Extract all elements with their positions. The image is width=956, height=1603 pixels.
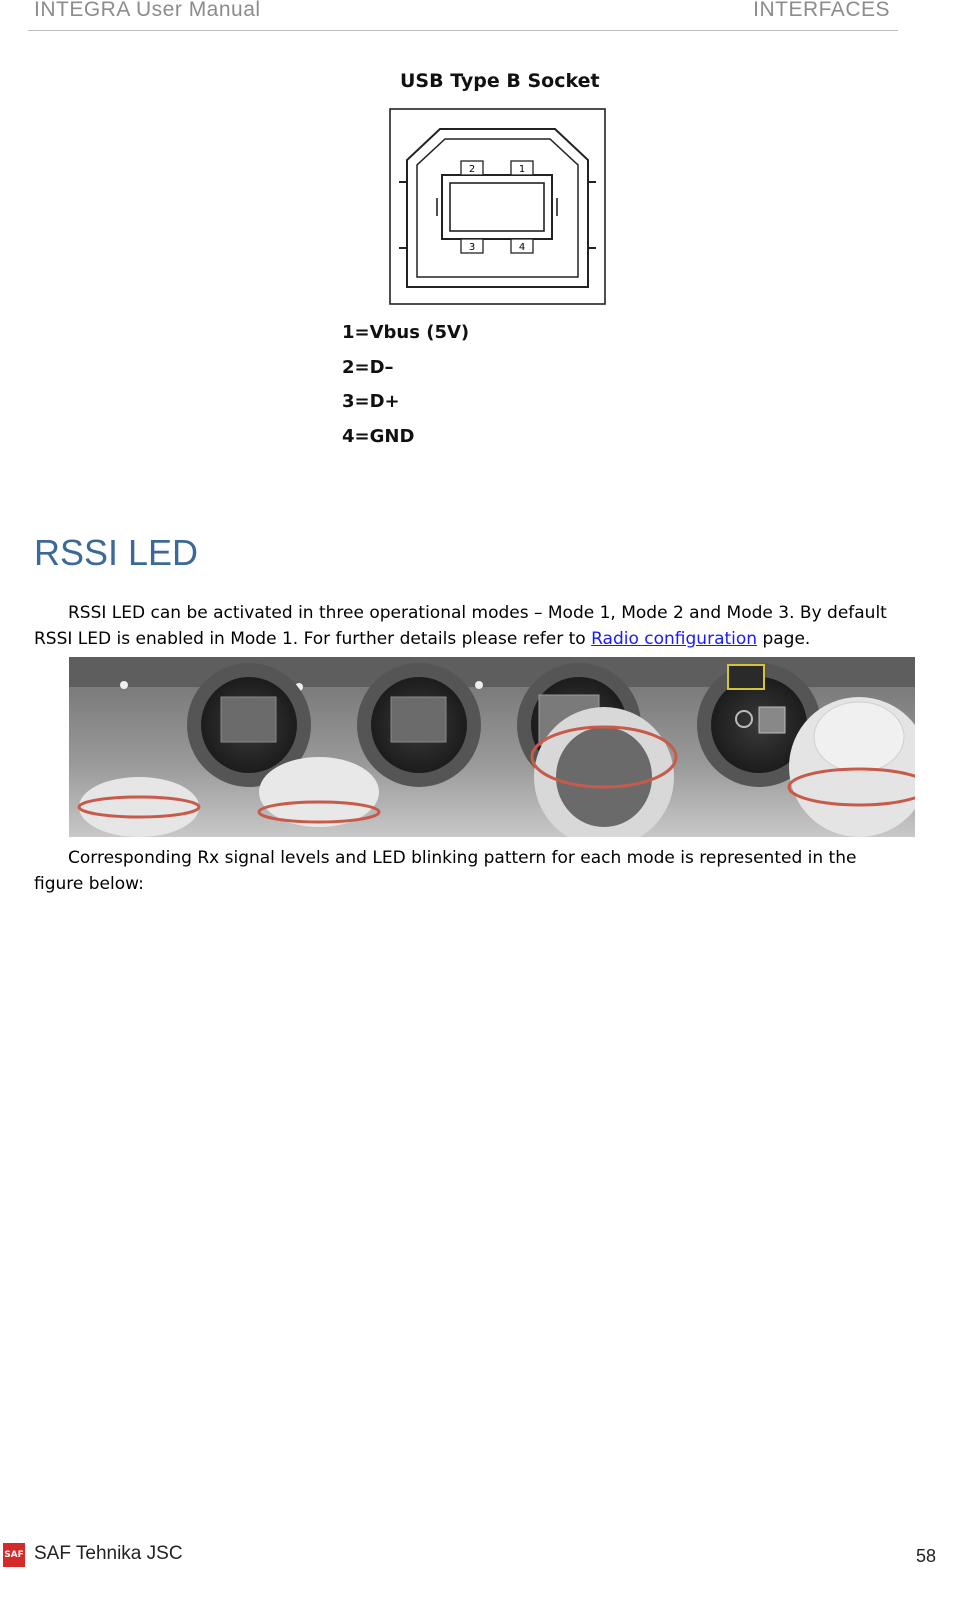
doc-title: INTEGRA User Manual [34, 0, 261, 21]
pin-number-3: 3 [468, 242, 476, 253]
page-header [28, 0, 898, 31]
paragraph-text-end: page. [757, 629, 811, 649]
pin-number-4: 4 [518, 242, 526, 253]
pin-label-4: 4=GND [342, 426, 415, 447]
pin-label-2: 2=D– [342, 357, 394, 378]
paragraph-rx-levels [34, 845, 894, 897]
device-ports-photo [69, 657, 915, 837]
pin-label-1: 1=Vbus (5V) [342, 322, 470, 343]
company-name: SAF Tehnika JSC [34, 1543, 183, 1564]
section-title: RSSI LED [34, 532, 199, 573]
paragraph-rx-text: Corresponding Rx signal levels and LED blinking pattern for each mode is represented in the figure below: [34, 848, 857, 894]
page-number: 58 [915, 1546, 936, 1566]
pin-number-2: 2 [468, 164, 476, 175]
pin-number-1: 1 [518, 164, 526, 175]
usb-type-b-diagram [385, 105, 610, 310]
saf-logo: SAF [3, 1543, 25, 1567]
pin-label-3: 3=D+ [342, 391, 400, 412]
chapter-title: INTERFACES [753, 0, 890, 21]
usb-figure-title: USB Type B Socket [400, 70, 600, 92]
radio-configuration-link[interactable]: Radio configuration [591, 629, 758, 649]
paragraph-text: RSSI LED can be activated in three operational modes – Mode 1, Mode 2 and Mode 3. By default RSSI LED is enabled in Mode 1. For further details please refer to [34, 603, 887, 649]
paragraph-rssi-modes [34, 600, 894, 652]
